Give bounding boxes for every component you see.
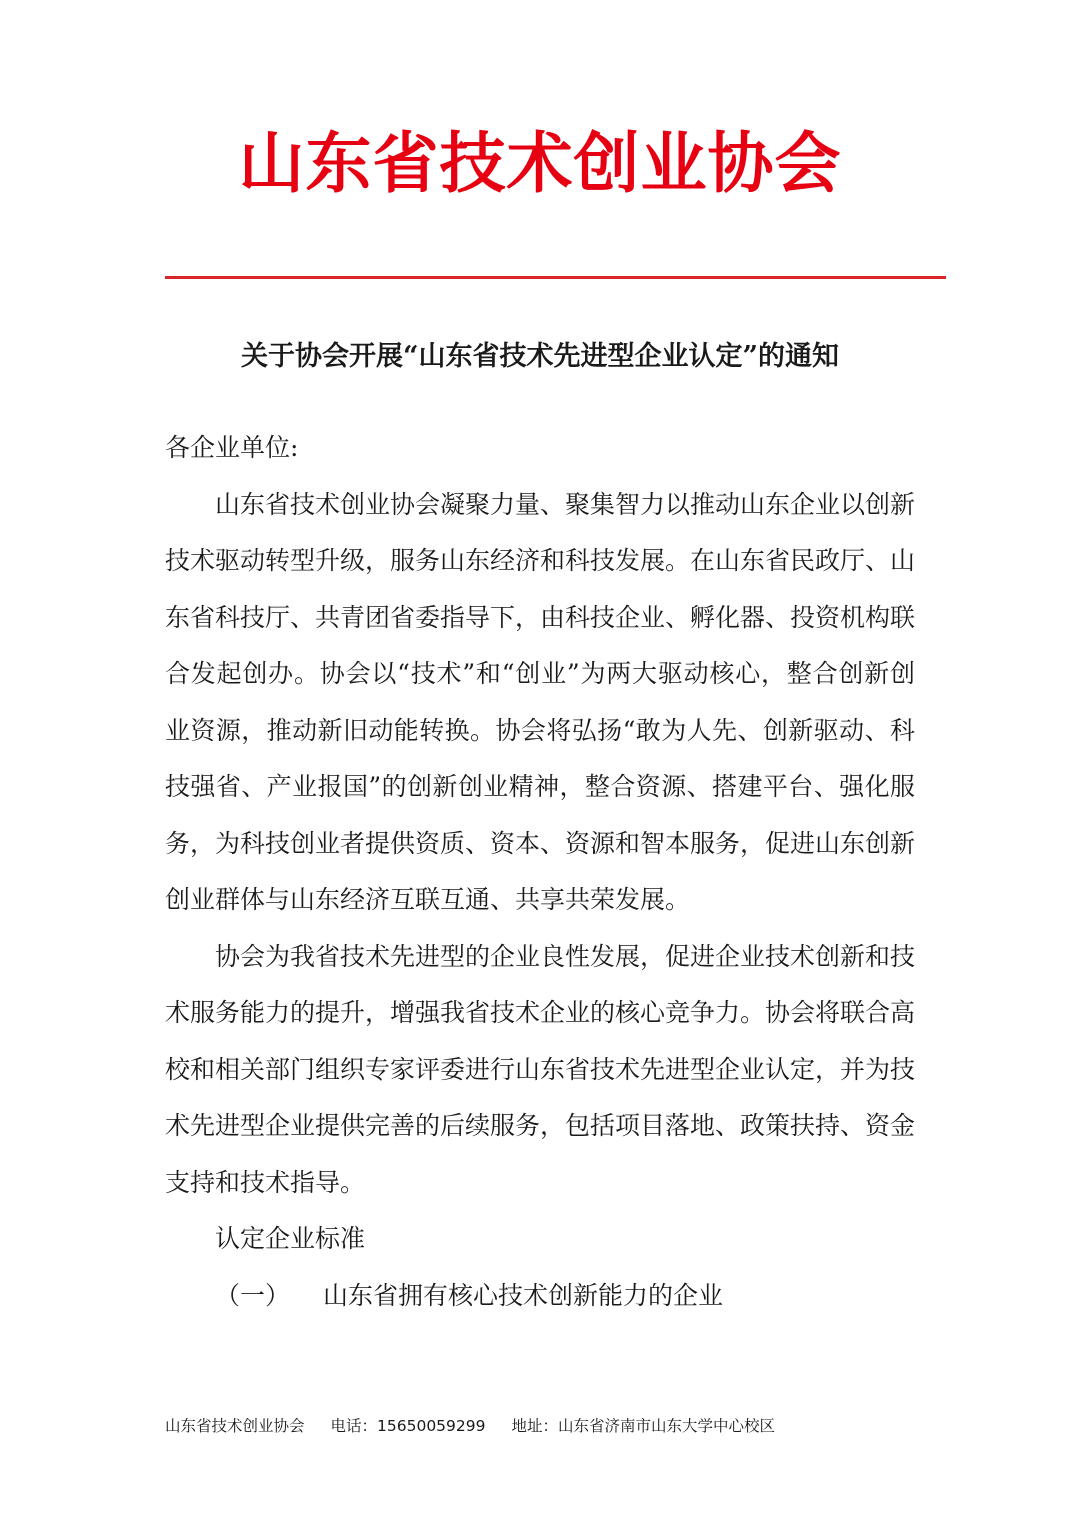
criteria-item-marker: （一） <box>215 1280 291 1310</box>
letterhead-divider <box>165 276 946 279</box>
footer-phone: 电话：15650059299 <box>330 1417 486 1435</box>
footer-address: 地址：山东省济南市山东大学中心校区 <box>511 1417 776 1435</box>
salutation: 各企业单位: <box>165 433 299 462</box>
letterhead-org-name: 山东省技术创业协会 <box>238 124 842 202</box>
page-footer <box>165 1414 945 1438</box>
criteria-item-text: 山东省拥有核心技术创新能力的企业 <box>323 1280 724 1310</box>
footer-org: 山东省技术创业协会 <box>165 1417 305 1435</box>
paragraph-intro: 山东省技术创业协会凝聚力量、聚集智力以推动山东企业以创新技术驱动转型升级，服务山东经济和科技发展。在山东省民政厅、山东省科技厅、共青团省委指导下，由科技企业、孵化器、投资机构联合发起创办。协会以“技术”和“创业”为两大驱动核心，整合创新创业资源，推动新旧动能转换。协会将弘扬“敢为人先、创新驱动、科技强省、产业报国”的创新创业精神，整合资源、搭建平台、强化服务，为科技创业者提供资质、资本、资源和智本服务，促进山东创新创业群体与山东经济互联互通、共享共荣发展。 <box>165 489 916 914</box>
paragraph-purpose: 协会为我省技术先进型的企业良性发展，促进企业技术创新和技术服务能力的提升，增强我省技术企业的核心竞争力。协会将联合高校和相关部门组织专家评委进行山东省技术先进型企业认定，并为技术先进型企业提供完善的后续服务，包括项目落地、政策扶持、资金支持和技术指导。 <box>165 941 916 1197</box>
section-heading-criteria: 认定企业标准 <box>215 1224 366 1253</box>
document-title: 关于协会开展“山东省技术先进型企业认定”的通知 <box>240 341 840 372</box>
document-body <box>165 420 915 1324</box>
criteria-item <box>165 1268 915 1325</box>
